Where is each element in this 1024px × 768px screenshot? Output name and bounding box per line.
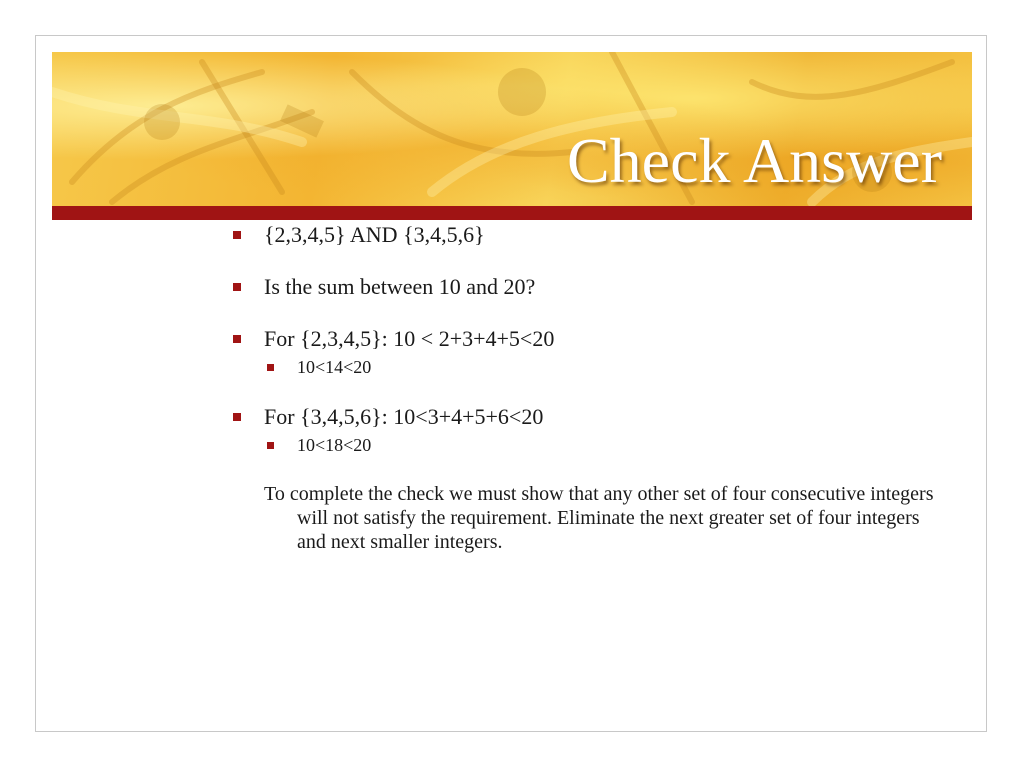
sub-bullet-text: 10<18<20 bbox=[297, 435, 372, 455]
sub-bullet-item bbox=[230, 434, 930, 456]
square-bullet-icon bbox=[233, 283, 241, 291]
bullet-item bbox=[230, 222, 930, 248]
bullet-text: For {2,3,4,5}: 10 < 2+3+4+5<20 bbox=[264, 326, 555, 351]
bullet-text: {2,3,4,5} AND {3,4,5,6} bbox=[264, 222, 485, 247]
bullet-item bbox=[230, 404, 930, 430]
bullet-text: Is the sum between 10 and 20? bbox=[264, 274, 536, 299]
square-bullet-icon bbox=[233, 231, 241, 239]
sub-bullet-item bbox=[230, 356, 930, 378]
bullet-item bbox=[230, 274, 930, 300]
bullet-item bbox=[230, 326, 930, 352]
bullet-text: For {3,4,5,6}: 10<3+4+5+6<20 bbox=[264, 404, 544, 429]
slide-title: Check Answer bbox=[566, 125, 942, 196]
slide-content bbox=[230, 222, 934, 554]
conclusion-paragraph: To complete the check we must show that any other set of four consecutive integers will not satisfy the requirement. Eliminate the next greater set of four integers and next smaller integers. bbox=[264, 483, 934, 553]
title-banner bbox=[52, 52, 972, 206]
square-bullet-icon bbox=[233, 413, 241, 421]
square-bullet-icon bbox=[267, 364, 274, 371]
square-bullet-icon bbox=[267, 442, 274, 449]
sub-bullet-text: 10<14<20 bbox=[297, 357, 372, 377]
square-bullet-icon bbox=[233, 335, 241, 343]
title-underline-bar bbox=[52, 206, 972, 220]
